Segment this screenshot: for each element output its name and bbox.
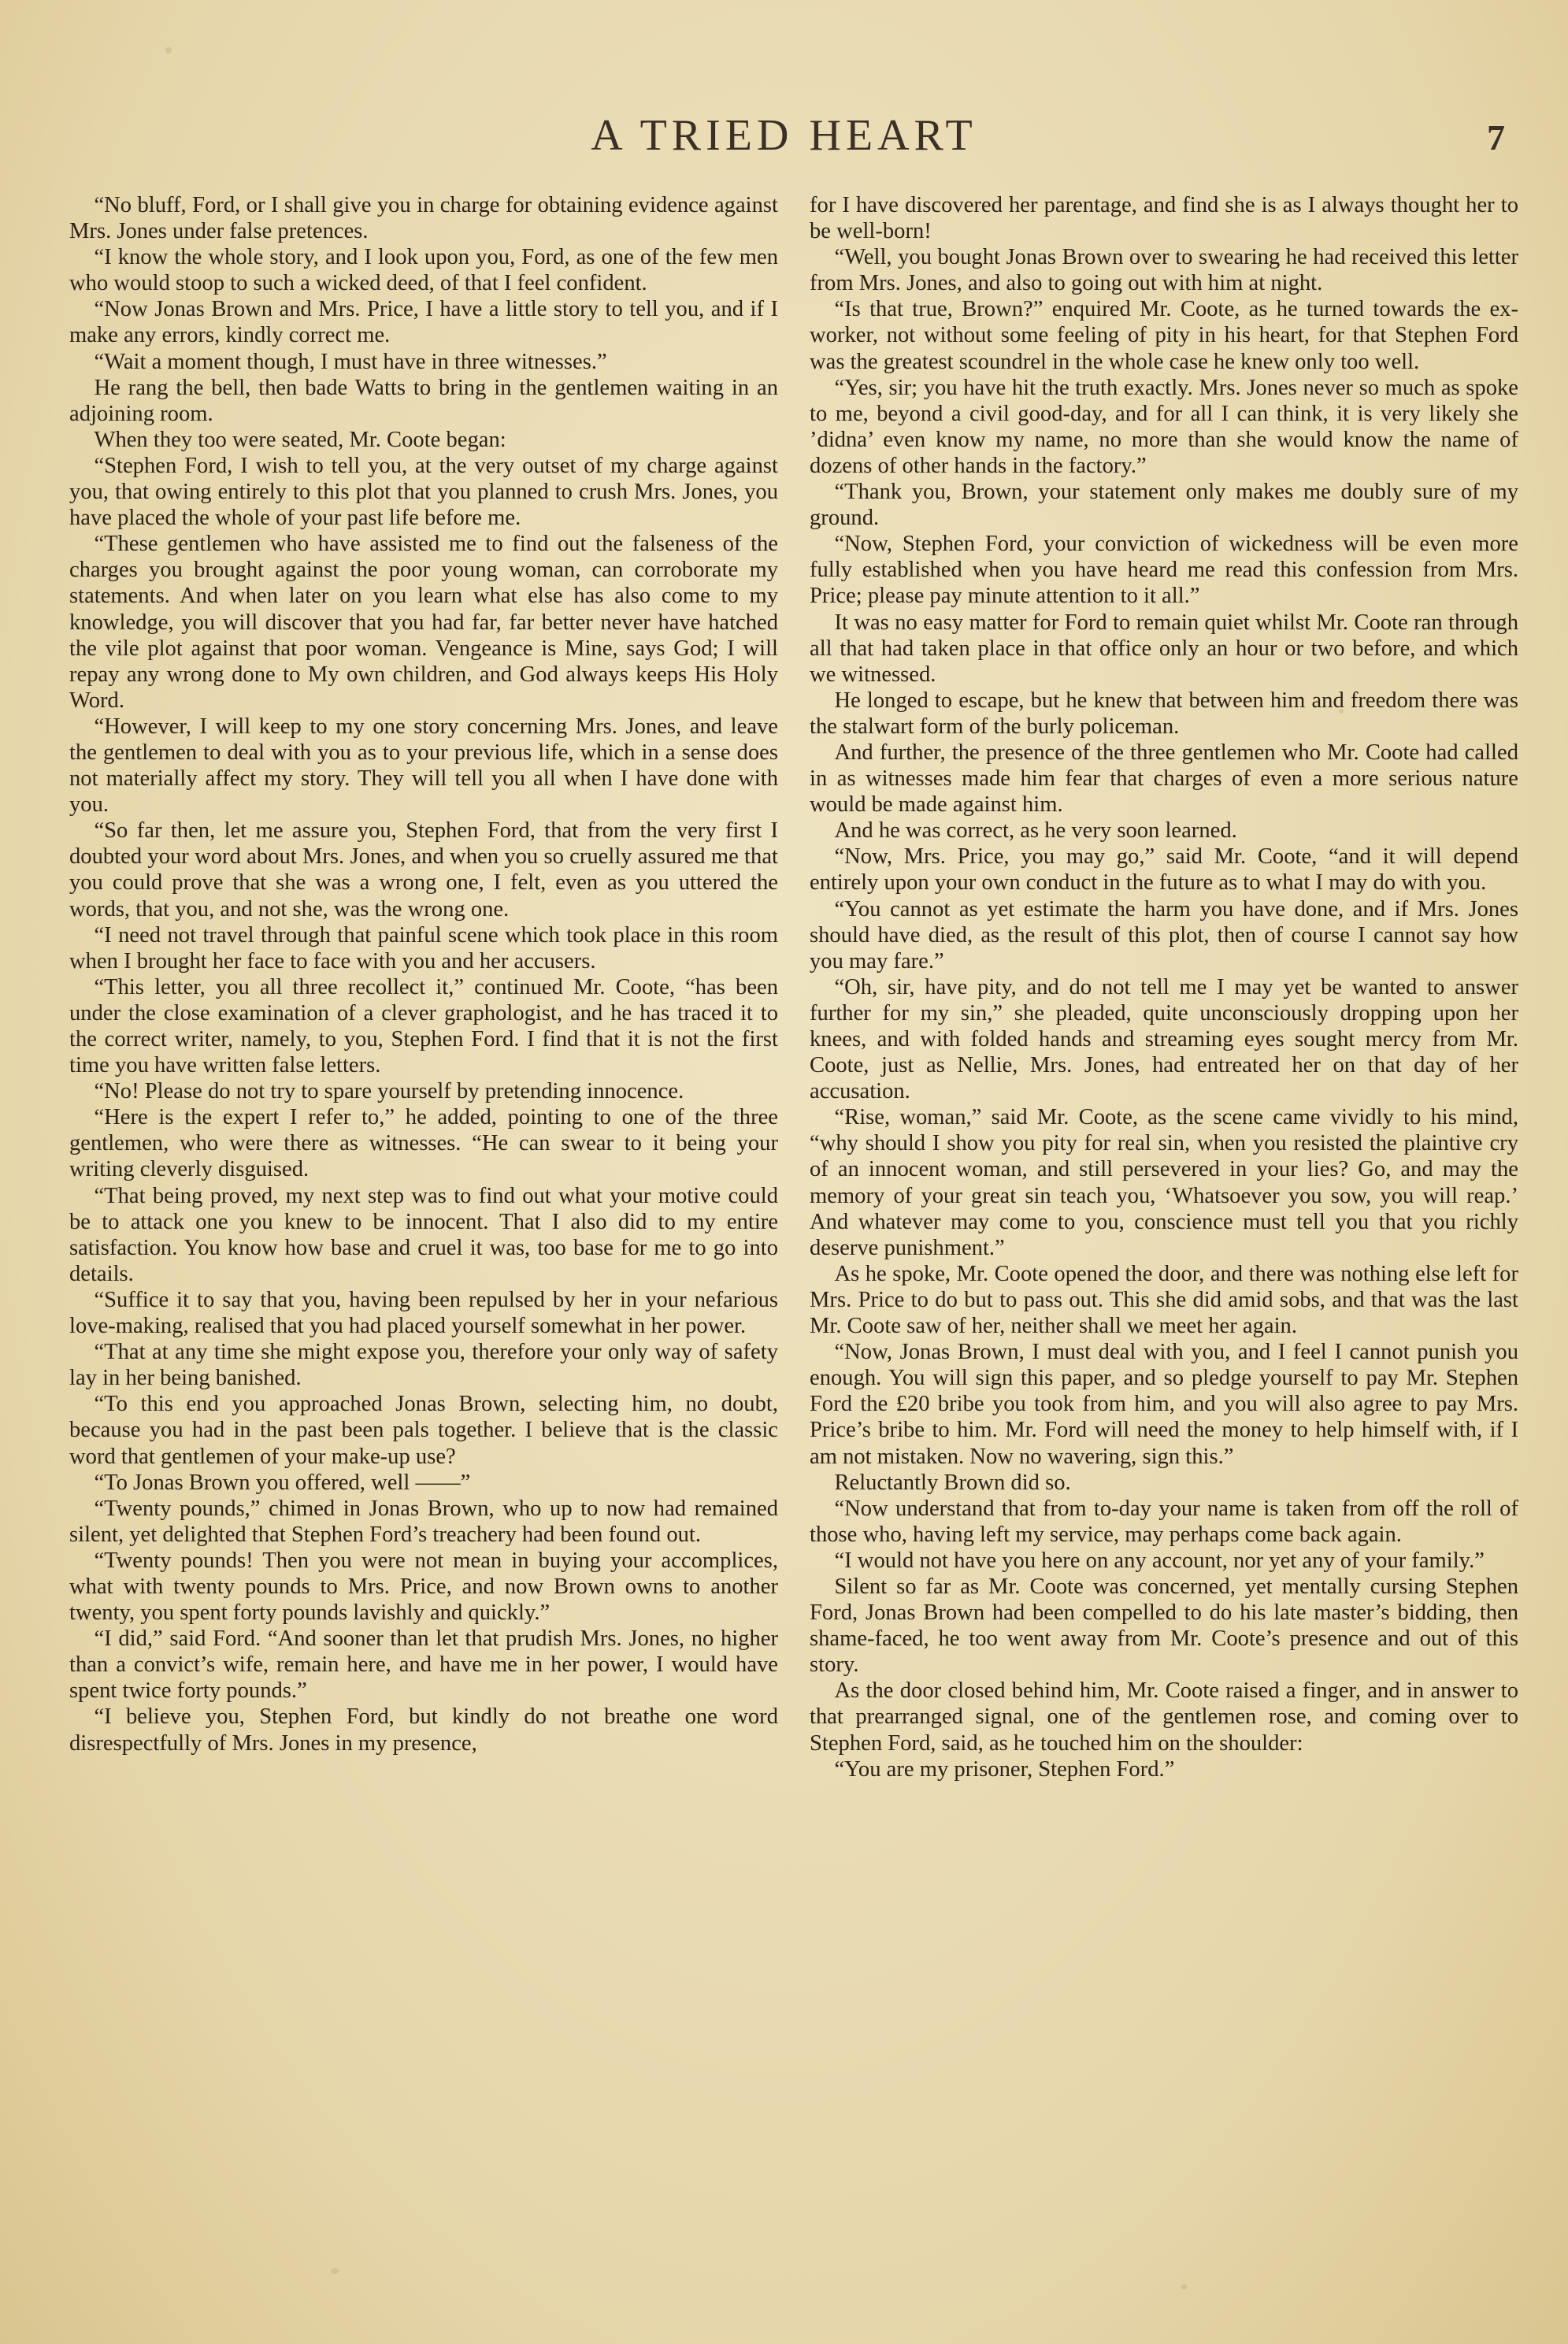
right-column	[810, 192, 1518, 1782]
paragraph: “Twenty pounds! Then you were not mean in buying your accomplices, what with twenty pounds to Mrs. Price, and now Brown owns to another twenty, you spent forty pounds lavishly and quickly.”	[69, 1548, 778, 1626]
paragraph: And he was correct, as he very soon learned.	[834, 818, 1237, 844]
paragraph: “Now, Jonas Brown, I must deal with you, and I feel I cannot punish you enough. You will sign this paper, and so pledge yourself to pay Mr. Stephen Ford the £20 bribe you took from him, and you will also agree to pay Mrs. Price’s bribe to him. Mr. Ford will need the money to help himself with, if I am not mistaken. Now no wavering, sign this.”	[810, 1340, 1518, 1469]
paragraph: As the door closed behind him, Mr. Coote raised a finger, and in answer to that prearranged signal, one of the gentlemen rose, and coming over to Stephen Ford, said, as he touched him on the shoulder:	[810, 1678, 1518, 1756]
paragraph: He longed to escape, but he knew that between him and freedom there was the stalwart form of the burly policeman.	[810, 688, 1518, 739]
running-head-title: A TRIED HEART	[591, 111, 977, 160]
paragraph: “That at any time she might expose you, therefore your only way of safety lay in her being banished.	[69, 1340, 778, 1391]
paragraph: “Twenty pounds,” chimed in Jonas Brown, who up to now had remained silent, yet delighted that Stephen Ford’s treachery had been found out.	[69, 1496, 778, 1547]
paragraph: “To Jonas Brown you offered, well ——”	[94, 1470, 471, 1495]
paragraph: “I would not have you here on any account, nor yet any of your family.”	[834, 1548, 1485, 1573]
paragraph: “These gentlemen who have assisted me to find out the falseness of the charges you brought against the poor young woman, can corroborate my statements. And when later on you learn what else has also come to my knowledge, you will discover that you had far, far better never have hatched the vile plot against that poor woman. Vengeance is Mine, says God; I will repay any wrong done to My own children, and God always keeps His Holy Word.	[69, 532, 778, 713]
paragraph: “No! Please do not try to spare yourself by pretending innocence.	[94, 1079, 684, 1104]
paragraph: “I know the whole story, and I look upon you, Ford, as one of the few men who would stoop to such a wicked deed, of that I feel confident.	[69, 245, 778, 296]
left-column	[69, 192, 778, 1756]
paragraph: “However, I will keep to my one story concerning Mrs. Jones, and leave the gentlemen to deal with you as to your previous life, which in a sense does not materially affect my story. They will tell you all when I have done with you.	[69, 714, 778, 818]
paragraph: “Here is the expert I refer to,” he added, pointing to one of the three gentlemen, who were there as witnesses. “He can swear to it being your writing cleverly disguised.	[69, 1105, 778, 1182]
paragraph-continued: for I have discovered her parentage, and find she is as I always thought her to be well-born!	[810, 193, 1518, 244]
paragraph: “So far then, let me assure you, Stephen Ford, that from the very first I doubted your word about Mrs. Jones, and when you so cruelly assured me that you could prove that she was a wrong one, I felt, even as you uttered the words, that you, and not she, was the wrong one.	[69, 818, 778, 922]
paragraph: “Is that true, Brown?” enquired Mr. Coote, as he turned towards the ex-worker, not without some feeling of pity in his heart, for that Stephen Ford was the greatest scoundrel in the whole case he knew only too well.	[810, 297, 1518, 374]
paragraph: Reluctantly Brown did so.	[834, 1470, 1071, 1495]
paragraph: “Oh, sir, have pity, and do not tell me I may yet be wanted to answer further for my sin,” she pleaded, quite unconsciously dropping upon her knees, and with folded hands and streaming eyes sought mercy from Mr. Coote, just as Nellie, Mrs. Jones, had entreated her on that day of her accusation.	[810, 974, 1518, 1104]
page-number: 7	[1487, 117, 1505, 158]
paragraph: “Suffice it to say that you, having been repulsed by her in your nefarious love-making, realised that you had placed yourself somewhat in her power.	[69, 1287, 778, 1339]
paragraph: “Now, Mrs. Price, you may go,” said Mr. Coote, “and it will depend entirely upon your own conduct in the future as to what I may do with you.	[810, 844, 1518, 896]
paragraph: “This letter, you all three recollect it,” continued Mr. Coote, “has been under the close examination of a clever graphologist, and he has traced it to the correct writer, namely, to you, Stephen Ford. I find that it is not the first time you have written false letters.	[69, 974, 778, 1078]
paragraph: When they too were seated, Mr. Coote began:	[94, 427, 506, 452]
paragraph: Silent so far as Mr. Coote was concerned, yet mentally cursing Stephen Ford, Jonas Brown had been compelled to do his late master’s bidding, then shame-faced, he too went away from Mr. Coote’s presence and out of this story.	[810, 1574, 1518, 1678]
paragraph: “That being proved, my next step was to find out what your motive could be to attack one you knew to be innocent. That I also did to my entire satisfaction. You know how base and cruel it was, too base for me to go into details.	[69, 1183, 778, 1286]
paragraph: “Thank you, Brown, your statement only makes me doubly sure of my ground.	[810, 480, 1518, 531]
paragraph: “You are my prisoner, Stephen Ford.”	[834, 1756, 1175, 1782]
paragraph: As he spoke, Mr. Coote opened the door, and there was nothing else left for Mrs. Price to do but to pass out. This she did amid sobs, and that was the last Mr. Coote saw of her, neither shall we meet her again.	[810, 1261, 1518, 1339]
paragraph: He rang the bell, then bade Watts to bring in the gentlemen waiting in an adjoining room.	[69, 375, 778, 426]
paragraph: “Rise, woman,” said Mr. Coote, as the scene came vividly to his mind, “why should I show you pity for real sin, when you resisted the plaintive cry of an innocent woman, and still persevered in your lies? Go, and may the memory of your great sin teach you, ‘Whatsoever you sow, you will reap.’ And whatever may come to you, conscience must tell you that you richly deserve punishment.”	[810, 1105, 1518, 1260]
paragraph: “Now Jonas Brown and Mrs. Price, I have a little story to tell you, and if I make any errors, kindly correct me.	[69, 297, 778, 348]
paragraph: “No bluff, Ford, or I shall give you in charge for obtaining evidence against Mrs. Jones under false pretences.	[69, 193, 778, 244]
paragraph: “Now understand that from to-day your name is taken from off the roll of those who, having left my service, may perhaps come back again.	[810, 1496, 1518, 1547]
paragraph: “Now, Stephen Ford, your conviction of wickedness will be even more fully established when you have heard me read this confession from Mrs. Price; please pay minute attention to it all.”	[810, 532, 1518, 609]
paragraph: “Stephen Ford, I wish to tell you, at the very outset of my charge against you, that owing entirely to this plot that you planned to crush Mrs. Jones, you have placed the whole of your past life before me.	[69, 453, 778, 531]
paragraph: “Wait a moment though, I must have in three witnesses.”	[94, 349, 607, 374]
paragraph: It was no easy matter for Ford to remain quiet whilst Mr. Coote ran through all that had taken place in that office only an hour or two before, and which we witnessed.	[810, 610, 1518, 687]
paragraph: And further, the presence of the three gentlemen who Mr. Coote had called in as witnesses made him fear that charges of even a more serious nature would be made against him.	[810, 740, 1518, 818]
paragraph: “You cannot as yet estimate the harm you have done, and if Mrs. Jones should have died, as the result of this plot, then of course I cannot say how you may fare.”	[810, 896, 1518, 974]
paragraph: “I believe you, Stephen Ford, but kindly do not breathe one word disrespectfully of Mrs. Jones in my presence,	[69, 1704, 778, 1756]
paragraph: “I need not travel through that painful scene which took place in this room when I brought her face to face with you and her accusers.	[69, 922, 778, 974]
paragraph: “Yes, sir; you have hit the truth exactly. Mrs. Jones never so much as spoke to me, beyond a civil good-day, and for all I can think, it is very likely she ’didna’ even know my name, no more than she would know the name of dozens of other hands in the factory.”	[810, 375, 1518, 478]
paragraph: “To this end you approached Jonas Brown, selecting him, no doubt, because you had in the past been pals together. I believe that is the classic word that gentlemen of your make-up use?	[69, 1392, 778, 1469]
paragraph: “I did,” said Ford. “And sooner than let that prudish Mrs. Jones, no higher than a convict’s wife, remain here, and have me in her power, I would have spent twice forty pounds.”	[69, 1626, 778, 1704]
paragraph: “Well, you bought Jonas Brown over to swearing he had received this letter from Mrs. Jones, and also to going out with him at night.	[810, 245, 1518, 296]
